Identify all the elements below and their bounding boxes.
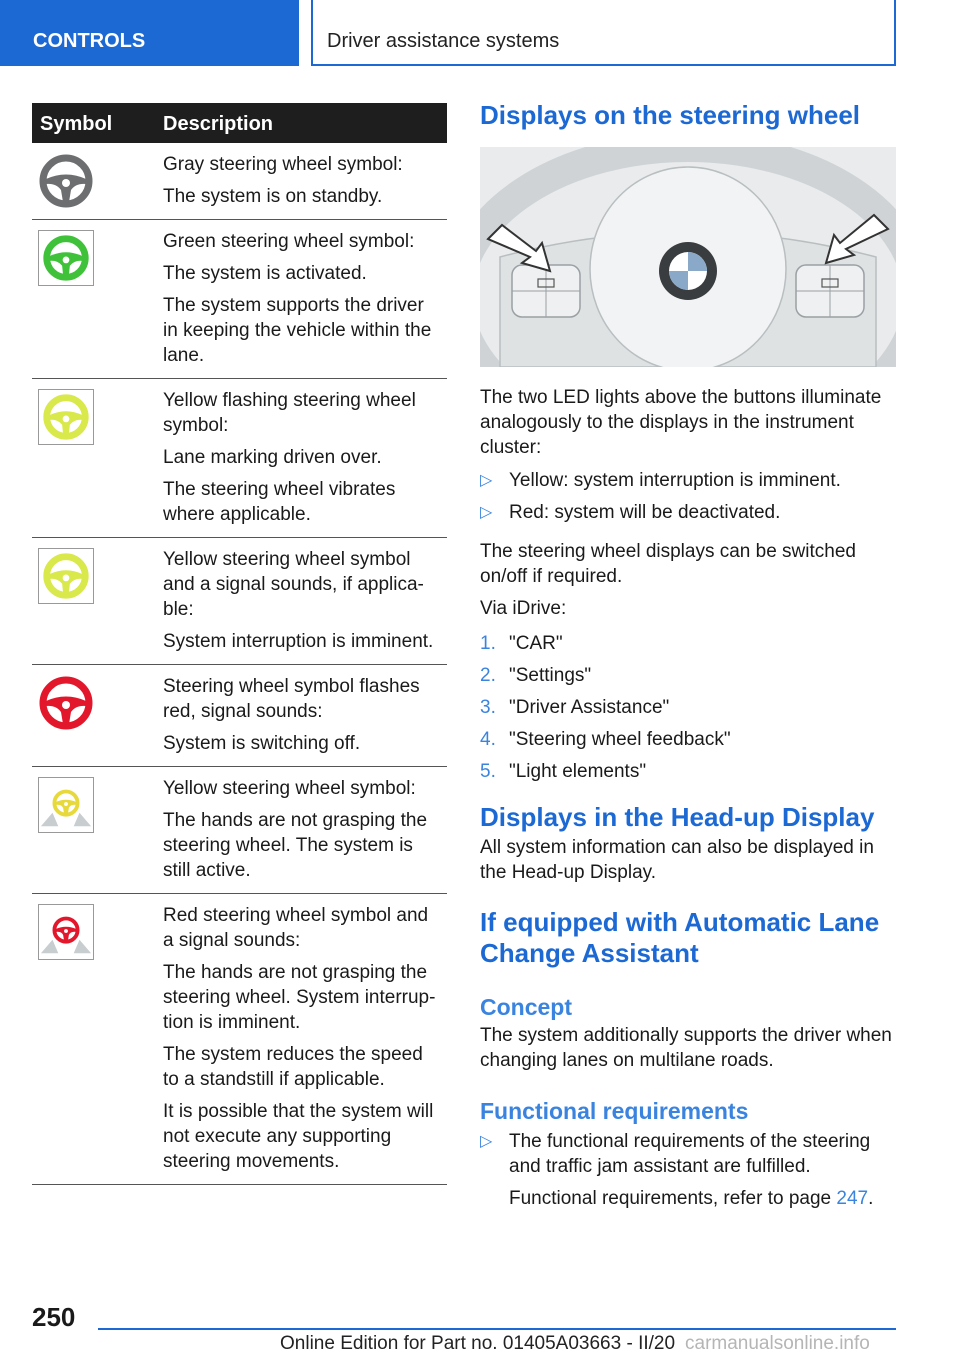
list-item: ▷ Yellow: system interruption is imminent. xyxy=(480,470,841,491)
row-text: The system reduces the speed to a standstill if applicable. xyxy=(163,1044,423,1090)
triangle-bullet-icon: ▷ xyxy=(480,1133,493,1150)
row-text: It is possible that the system will not execute any supporting steering movements. xyxy=(163,1101,434,1172)
list-item: 1. "CAR" xyxy=(480,633,563,654)
row-text: System is switching off. xyxy=(163,733,361,754)
row-text: The steering wheel vibrates where applicable. xyxy=(163,479,396,525)
table-header xyxy=(32,103,447,143)
row-text: The hands are not grasping the steering wheel. System interrup-tion is imminent. xyxy=(163,962,436,1033)
heading-hud: Displays in the Head-up Display xyxy=(480,802,875,832)
chapter-title: Driver assistance systems xyxy=(311,0,896,66)
green-steering-wheel-icon xyxy=(38,230,94,286)
gray-steering-wheel-icon xyxy=(38,153,94,209)
list-item: 4. "Steering wheel feedback" xyxy=(480,729,731,750)
row-text: Lane marking driven over. xyxy=(163,447,382,468)
section-tab: CONTROLS xyxy=(0,0,299,66)
concept-text: The system additionally supports the driver when changing lanes on multilane roads. xyxy=(480,1025,892,1071)
page-number: 250 xyxy=(32,1302,76,1332)
row-text: The system is activated. xyxy=(163,263,367,284)
row-text: Gray steering wheel symbol: xyxy=(163,154,403,175)
row-text: Yellow flashing steering wheel symbol: xyxy=(163,390,416,436)
yellow-hands-off-steering-wheel-icon xyxy=(38,777,94,833)
symbol-table xyxy=(32,103,447,1185)
table-row xyxy=(32,665,447,767)
row-text: Red steering wheel symbol and a signal sounds: xyxy=(163,905,429,951)
list-item: 5. "Light elements" xyxy=(480,761,647,782)
row-text: The hands are not grasping the steering wheel. The system is still active. xyxy=(163,810,428,881)
footer-divider xyxy=(98,1328,896,1330)
idrive-steps xyxy=(480,631,896,784)
table-row xyxy=(32,894,447,1185)
row-text: The system supports the driver in keeping the vehicle within the lane. xyxy=(163,295,432,366)
table-row xyxy=(32,538,447,665)
table-row xyxy=(32,379,447,538)
triangle-bullet-icon: ▷ xyxy=(480,504,493,521)
red-hands-off-steering-wheel-icon xyxy=(38,904,94,960)
table-row xyxy=(32,220,447,379)
edition-text: Online Edition for Part no. 01405A03663 - II/20 xyxy=(280,1333,676,1354)
list-item: ▷ The functional requirements of the steering and traffic jam assistant are fulfilled. Functional requirements, refer to page 247. xyxy=(480,1129,896,1211)
page-link[interactable]: 247 xyxy=(836,1188,869,1209)
led-description: The two LED lights above the buttons illuminate analogously to the displays in the instrument cluster: xyxy=(480,387,882,458)
page-reference: Functional requirements, refer to page 247. xyxy=(509,1188,874,1209)
row-text: Green steering wheel symbol: xyxy=(163,231,415,252)
hud-text: All system information can also be displayed in the Head-up Display. xyxy=(480,837,874,883)
triangle-bullet-icon: ▷ xyxy=(480,472,493,489)
switch-text: The steering wheel displays can be switched on/off if required. xyxy=(480,541,856,587)
requirements-list xyxy=(480,1129,896,1211)
list-item: 2. "Settings" xyxy=(480,665,592,686)
heading-displays-steering-wheel: Displays on the steering wheel xyxy=(480,100,860,130)
right-column xyxy=(480,100,896,1219)
heading-concept: Concept xyxy=(480,994,572,1020)
yellow-flashing-steering-wheel-icon xyxy=(38,389,94,445)
row-text: The system is on standby. xyxy=(163,186,383,207)
row-text: System interruption is imminent. xyxy=(163,631,434,652)
yellow-steering-wheel-icon xyxy=(38,548,94,604)
red-steering-wheel-icon xyxy=(38,675,94,731)
column-symbol-header: Symbol xyxy=(40,113,113,135)
page-header xyxy=(0,0,960,66)
table-row xyxy=(32,767,447,894)
list-item: ▷ Red: system will be deactivated. xyxy=(480,502,781,523)
steering-wheel-illustration xyxy=(480,147,896,367)
row-text: Yellow steering wheel symbol and a signal sounds, if applica-ble: xyxy=(163,549,424,620)
via-idrive: Via iDrive: xyxy=(480,598,567,619)
list-item: 3. "Driver Assistance" xyxy=(480,697,670,718)
heading-functional-requirements: Functional requirements xyxy=(480,1098,749,1124)
watermark: carmanualsonline.info xyxy=(685,1333,870,1354)
column-description-header: Description xyxy=(163,113,274,135)
row-text: Yellow steering wheel symbol: xyxy=(163,778,416,799)
heading-lane-change: If equipped with Automatic Lane Change Assistant xyxy=(480,907,880,968)
row-text: Steering wheel symbol flashes red, signal sounds: xyxy=(163,676,420,722)
table-row xyxy=(32,143,447,220)
led-list xyxy=(480,468,896,525)
